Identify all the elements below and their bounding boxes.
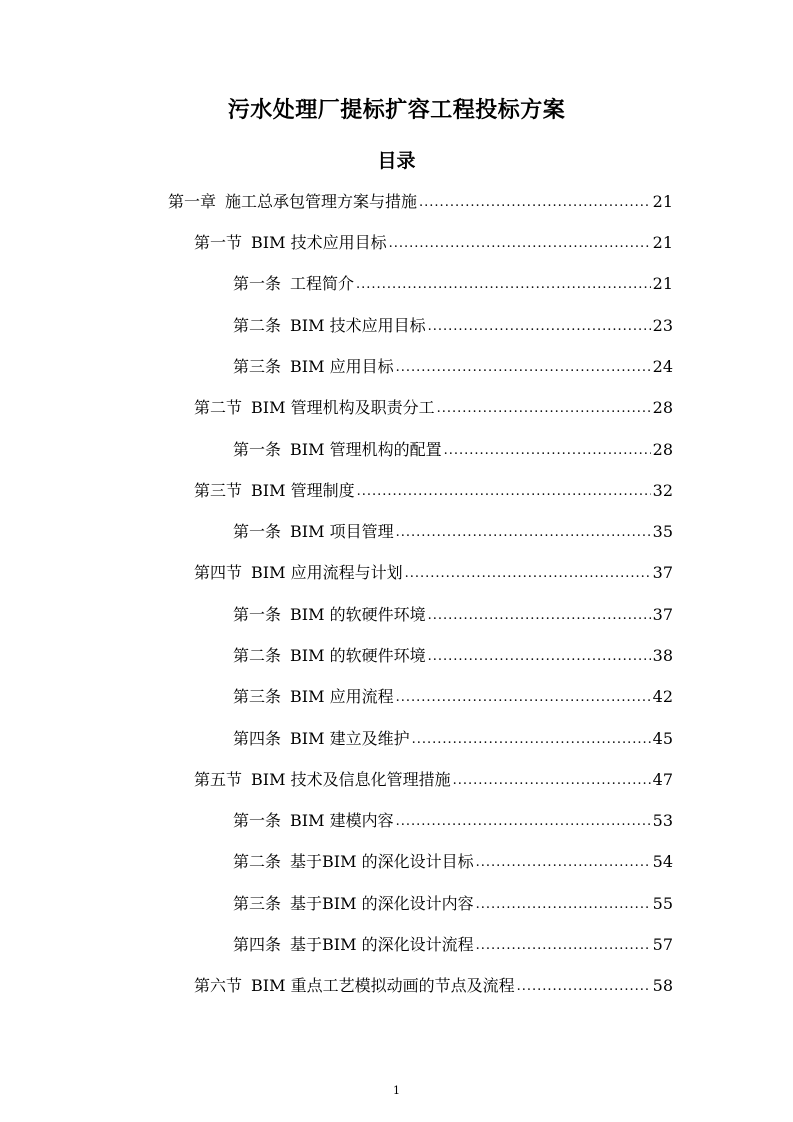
toc-entry-number: 第六节 xyxy=(194,976,243,995)
toc-entry-page: 37 xyxy=(652,563,673,582)
toc-entry-number: 第三条 xyxy=(233,357,282,376)
toc-entry-text: BIM 重点工艺模拟动画的节点及流程 xyxy=(251,976,515,995)
toc-entry[interactable] xyxy=(194,764,673,790)
toc-entry-number: 第一条 xyxy=(233,605,282,624)
toc-entry-number: 第二条 xyxy=(233,852,282,871)
toc-leader-dots xyxy=(405,565,651,583)
toc-leader-dots xyxy=(396,524,651,542)
toc-entry-text: 工程简介 xyxy=(290,274,355,293)
toc-leader-dots xyxy=(389,235,651,253)
toc-leader-dots xyxy=(428,648,651,666)
toc-leader-dots xyxy=(476,937,651,955)
document-title: 污水处理厂提标扩容工程投标方案 xyxy=(227,98,566,123)
toc-leader-dots xyxy=(476,854,651,872)
toc-entry[interactable] xyxy=(233,516,673,542)
page-number: 1 xyxy=(393,1084,400,1097)
toc-entry[interactable] xyxy=(233,846,673,872)
toc-leader-dots xyxy=(453,772,651,790)
toc-entry[interactable] xyxy=(168,186,673,212)
toc-leader-dots xyxy=(517,978,651,996)
toc-entry-page: 21 xyxy=(652,233,673,252)
toc-entry-page: 28 xyxy=(652,440,673,459)
toc-entry-page: 54 xyxy=(652,852,673,871)
toc-entry-number: 第四节 xyxy=(194,563,243,582)
toc-entry-page: 58 xyxy=(652,976,673,995)
toc-entry-page: 57 xyxy=(652,935,673,954)
toc-entry-number: 第一条 xyxy=(233,811,282,830)
toc-entry-number: 第四条 xyxy=(233,935,282,954)
toc-entry-text: BIM 应用流程与计划 xyxy=(251,563,403,582)
toc-leader-dots xyxy=(437,400,651,418)
toc-entry-number: 第二节 xyxy=(194,398,243,417)
toc-entry-number: 第二条 xyxy=(233,316,282,335)
toc-entry-text: BIM 项目管理 xyxy=(290,522,394,541)
toc-entry[interactable] xyxy=(233,805,673,831)
toc-leader-dots xyxy=(396,689,651,707)
toc-entry-page: 24 xyxy=(652,357,673,376)
toc-entry-number: 第五节 xyxy=(194,770,243,789)
toc-entry-number: 第一条 xyxy=(233,440,282,459)
toc-entry[interactable] xyxy=(194,475,673,501)
toc-entry-number: 第四条 xyxy=(233,729,282,748)
toc-entry[interactable] xyxy=(233,723,673,749)
toc-entry-text: BIM 应用目标 xyxy=(290,357,394,376)
toc-entry-number: 第一条 xyxy=(233,522,282,541)
toc-entry-text: BIM 管理制度 xyxy=(251,481,355,500)
toc-entry-text: BIM 技术应用目标 xyxy=(251,233,387,252)
toc-entry-page: 28 xyxy=(652,398,673,417)
toc-entry-page: 37 xyxy=(652,605,673,624)
toc-leader-dots xyxy=(396,813,651,831)
toc-leader-dots xyxy=(428,607,651,625)
toc-entry[interactable] xyxy=(194,227,673,253)
toc-entry-page: 21 xyxy=(652,274,673,293)
toc-entry-text: BIM 建立及维护 xyxy=(290,729,410,748)
toc-entry-text: BIM 应用流程 xyxy=(290,687,394,706)
toc-entry-text: BIM 技术及信息化管理措施 xyxy=(251,770,451,789)
toc-entry-page: 53 xyxy=(652,811,673,830)
toc-leader-dots xyxy=(357,483,651,501)
toc-entry-number: 第一条 xyxy=(233,274,282,293)
toc-entry-page: 21 xyxy=(652,192,673,211)
toc-entry-text: BIM 建模内容 xyxy=(290,811,394,830)
toc-entry-number: 第三节 xyxy=(194,481,243,500)
toc-entry[interactable] xyxy=(194,970,673,996)
toc-entry-page: 35 xyxy=(652,522,673,541)
toc-leader-dots xyxy=(396,359,651,377)
toc-entry[interactable] xyxy=(194,557,673,583)
toc-entry-text: BIM 技术应用目标 xyxy=(290,316,426,335)
toc-entry[interactable] xyxy=(233,929,673,955)
toc-entry-page: 32 xyxy=(652,481,673,500)
toc-entry-number: 第一章 xyxy=(168,192,217,211)
toc-entry-number: 第一节 xyxy=(194,233,243,252)
toc-entry-text: 施工总承包管理方案与措施 xyxy=(225,192,418,211)
toc-entry[interactable] xyxy=(233,599,673,625)
toc-leader-dots xyxy=(428,318,651,336)
toc-entry-number: 第二条 xyxy=(233,646,282,665)
toc-entry[interactable] xyxy=(233,434,673,460)
toc-entry-text: 基于BIM 的深化设计流程 xyxy=(290,935,474,954)
toc-entry-page: 55 xyxy=(652,894,673,913)
toc-entry-number: 第三条 xyxy=(233,687,282,706)
toc-entry-text: 基于BIM 的深化设计内容 xyxy=(290,894,474,913)
toc-heading: 目录 xyxy=(377,150,416,172)
toc-entry-page: 23 xyxy=(652,316,673,335)
toc-leader-dots xyxy=(412,731,651,749)
toc-entry-page: 45 xyxy=(652,729,673,748)
toc-entry[interactable] xyxy=(194,392,673,418)
toc-leader-dots xyxy=(476,896,651,914)
toc-leader-dots xyxy=(419,194,651,212)
toc-entry-text: BIM 的软硬件环境 xyxy=(290,646,426,665)
toc-entry[interactable] xyxy=(233,351,673,377)
toc-leader-dots xyxy=(444,442,651,460)
toc-entry[interactable] xyxy=(233,310,673,336)
toc-entry-text: 基于BIM 的深化设计目标 xyxy=(290,852,474,871)
toc-leader-dots xyxy=(356,276,651,294)
toc-entry-text: BIM 的软硬件环境 xyxy=(290,605,426,624)
toc-entry-page: 47 xyxy=(652,770,673,789)
toc-entry-text: BIM 管理机构及职责分工 xyxy=(251,398,435,417)
toc-entry[interactable] xyxy=(233,640,673,666)
toc-entry[interactable] xyxy=(233,888,673,914)
toc-entry-page: 38 xyxy=(652,646,673,665)
toc-entry[interactable] xyxy=(233,681,673,707)
toc-entry-text: BIM 管理机构的配置 xyxy=(290,440,442,459)
toc-entry-page: 42 xyxy=(652,687,673,706)
toc-entry-number: 第三条 xyxy=(233,894,282,913)
toc-entry[interactable] xyxy=(233,268,673,294)
